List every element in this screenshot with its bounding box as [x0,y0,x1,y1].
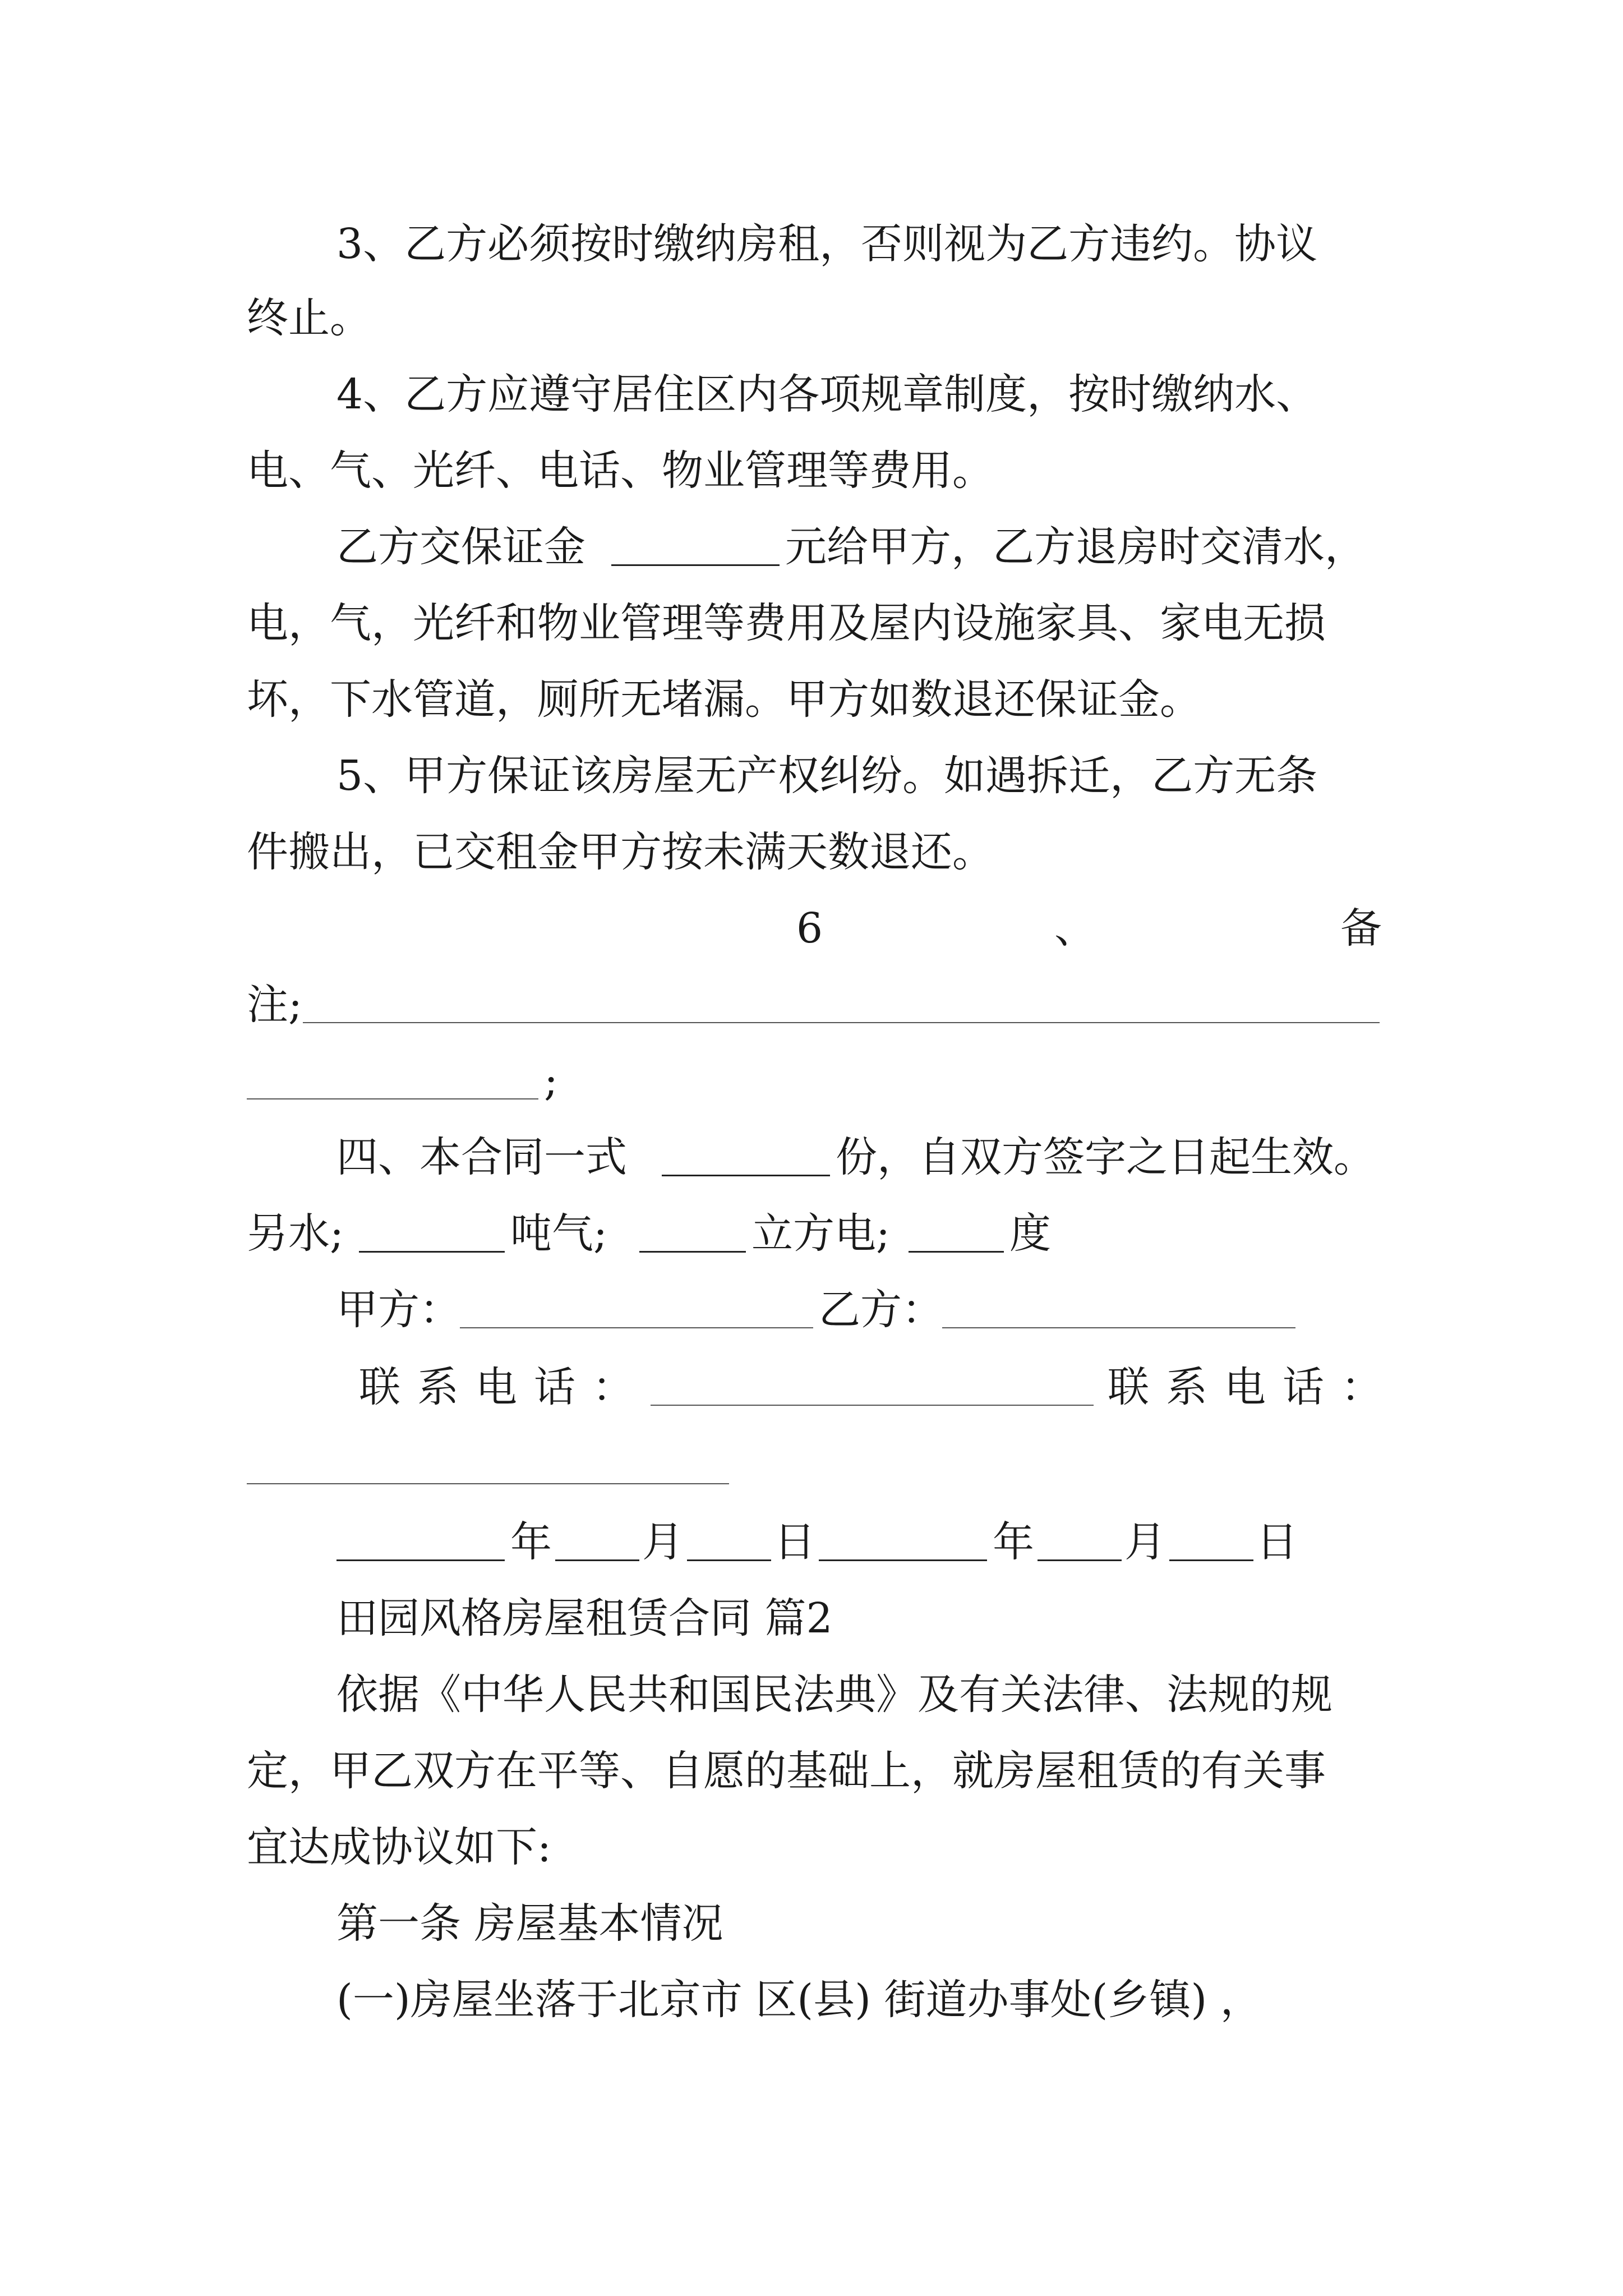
gas-blank [639,1251,746,1253]
part2-title: 田园风格房屋租赁合同 篇2 [336,1594,833,1642]
item6-number: 6 [796,904,823,953]
item3-text-cont: 终止。 [247,294,371,342]
item5-text: 5、甲方保证该房屋无产权纠纷。如遇拆迁，乙方无条 [336,752,1318,800]
phone-b-blank [247,1483,729,1484]
item4-text: 4、乙方应遵守居住区内各项规章制度，按时缴纳水、 [336,370,1318,418]
remark-blank-2 [247,1098,538,1099]
part2-intro-3: 宜达成协议如下: [247,1823,551,1871]
section4-tail: 份，自双方签字之日起生效。 [836,1133,1375,1181]
party-b-label: 乙方： [819,1286,943,1334]
item6-label-a: 备 [1340,904,1382,953]
year-a-label: 年 [510,1518,552,1566]
item6-end: ; [544,1057,558,1105]
part2-intro-2: 定，甲乙双方在平等、自愿的基础上，就房屋租赁的有关事 [247,1747,1326,1795]
month-b-label: 月 [1124,1518,1166,1566]
party-a-label: 甲方： [336,1286,461,1334]
day-a-label: 日 [774,1518,815,1566]
year-b-blank [819,1559,987,1561]
deposit-tail: 元给甲方，乙方退房时交清水， [785,523,1366,571]
section4-lead: 四、本合同一式 [336,1133,627,1181]
article1-heading: 第一条 房屋基本情况 [336,1899,723,1948]
month-b-blank [1038,1559,1122,1561]
item6-separator: 、 [1054,904,1096,953]
electricity-blank [909,1251,1004,1253]
electricity-label: 立方电; [751,1209,890,1258]
deposit-amount-blank [611,564,780,566]
deposit-text-3: 坏，下水管道，厕所无堵漏。甲方如数退还保证金。 [247,675,1201,724]
item5-text-cont: 件搬出，已交租金甲方按未满天数退还。 [247,828,994,876]
month-a-label: 月 [642,1518,684,1566]
phone-b-label: 联系电话： [1108,1363,1399,1411]
water-blank [359,1251,505,1253]
day-b-blank [1169,1559,1253,1561]
party-a-blank [460,1327,813,1328]
month-a-blank [555,1559,639,1561]
copies-blank [662,1175,830,1176]
phone-a-label: 联系电话： [359,1363,651,1411]
gas-label: 吨气; [510,1209,607,1258]
deposit-text-2: 电，气，光纤和物业管理等费用及屋内设施家具、家电无损 [247,599,1326,647]
day-b-label: 日 [1256,1518,1298,1566]
item4-text-cont: 电、气、光纤、电话、物业管理等费用。 [247,447,994,495]
deposit-lead: 乙方交保证金 [336,523,585,571]
year-a-blank [336,1559,505,1561]
year-b-label: 年 [993,1518,1034,1566]
party-b-blank [942,1327,1295,1328]
water-label: 另水; [247,1209,344,1258]
phone-a-blank [651,1405,1094,1406]
day-a-blank [687,1559,771,1561]
item3-text: 3、乙方必须按时缴纳房租，否则视为乙方违约。协议 [336,220,1318,268]
clause1-text: (一)房屋坐落于北京市 区(县) 街道办事处(乡镇) ， [336,1976,1262,2024]
part2-intro-1: 依据《中华人民共和国民法典》及有关法律、法规的规 [336,1671,1332,1719]
item6-label-b: 注; [247,981,302,1029]
remark-blank-1 [303,1022,1380,1023]
degree-label: 度 [1009,1209,1051,1258]
